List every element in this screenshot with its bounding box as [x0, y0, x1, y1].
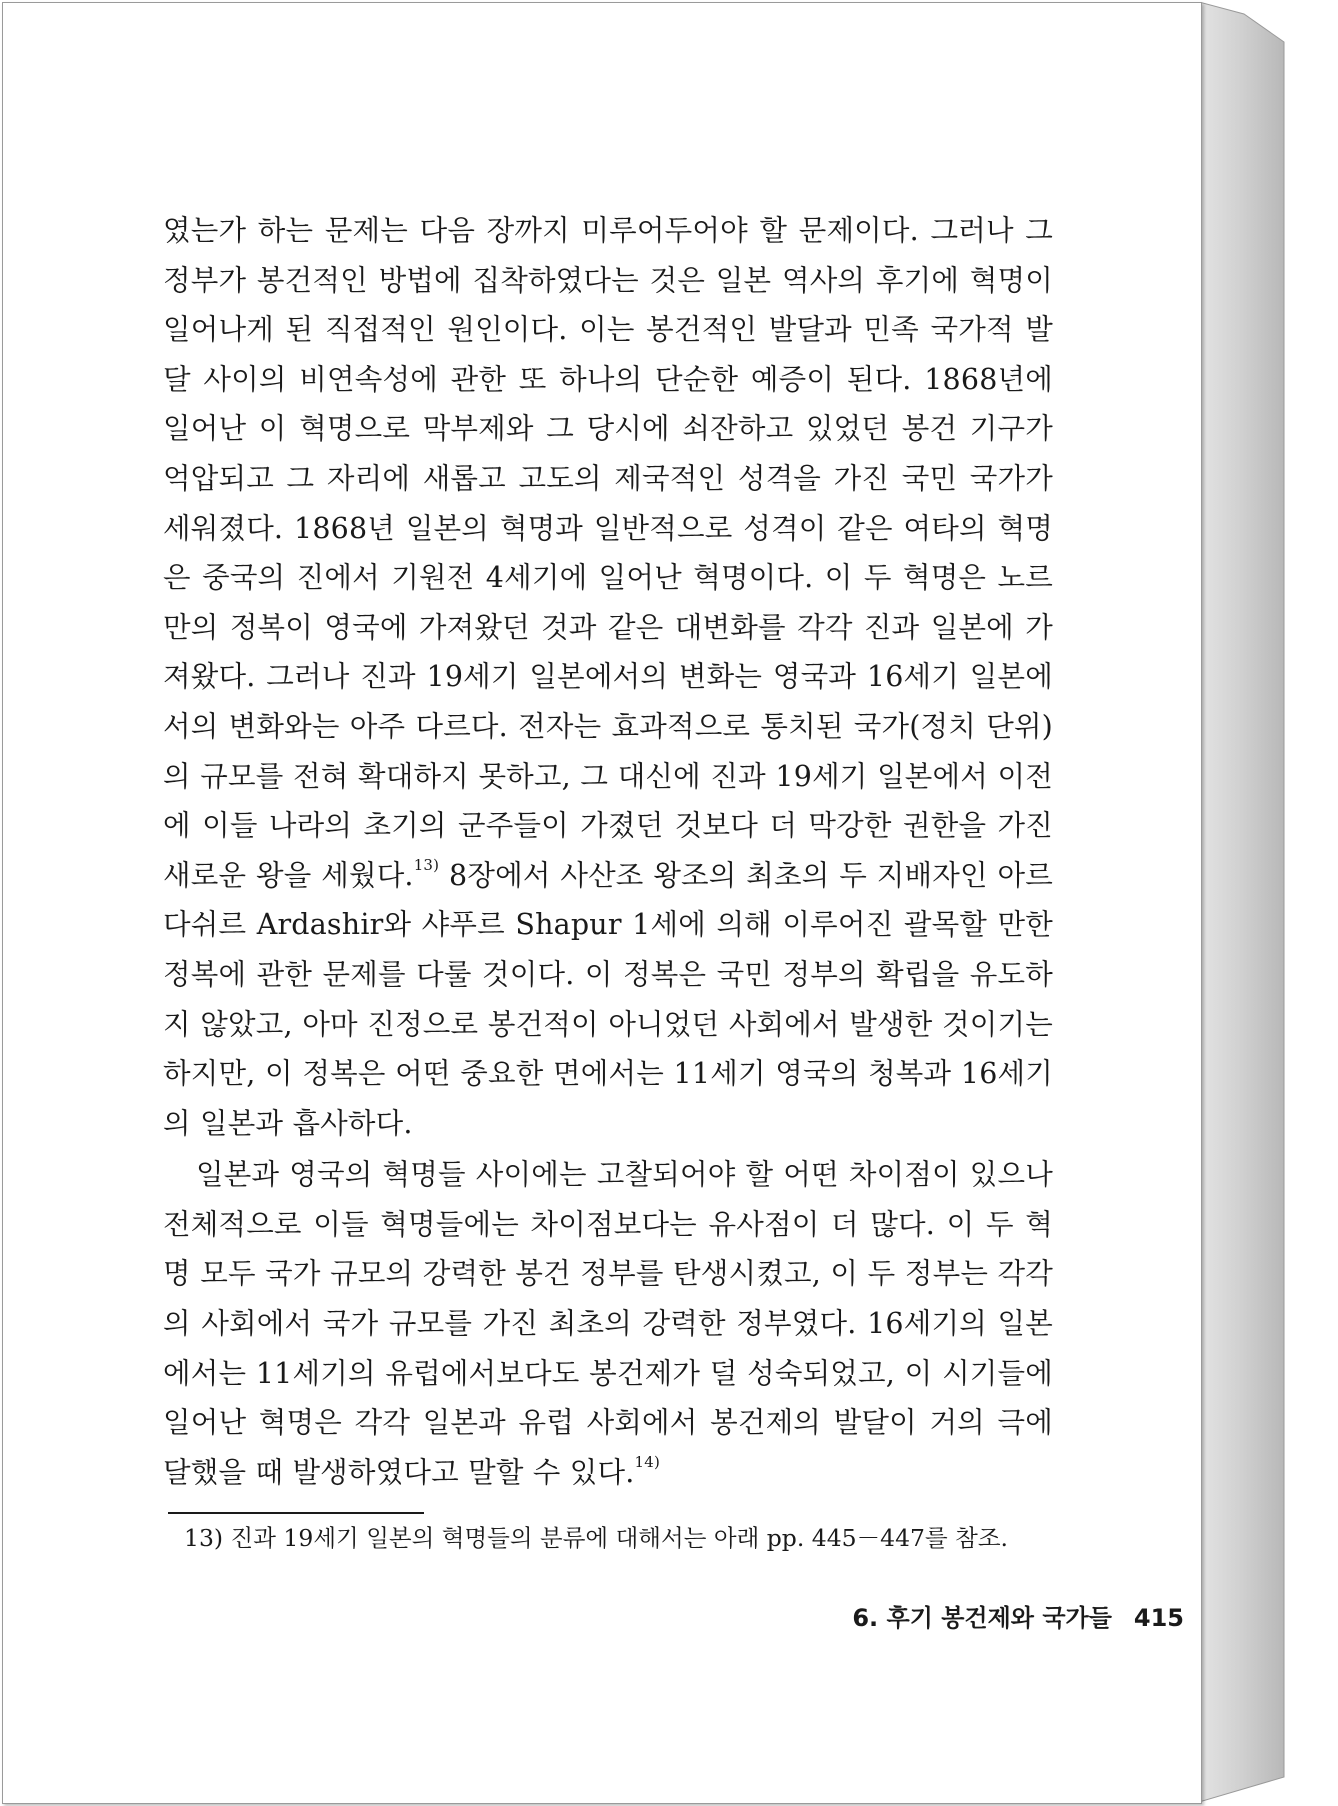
footnote: 13) 진과 19세기 일본의 혁명들의 분류에 대해서는 아래 pp. 445－447를 참조.: [184, 1524, 1009, 1552]
footnote-reference: 13): [413, 856, 440, 875]
page-footer: [852, 1598, 1184, 1633]
paragraph-text: 일본과 영국의 혁명들 사이에는 고찰되어야 할 어떤 차이점이 있으나 전체적으로 이들 혁명들에는 차이점보다는 유사점이 더 많다. 이 두 혁명 모두 국가 규모의 강력한 봉건 정부를 탄생시켰고, 이 두 정부는 각각의 사회에서 국가 규모를 가진 최초의 강력한 정부였다. 16세기의 일본에서는 11세기의 유럽에서보다도 봉건제가 덜 성숙되었고, 이 시기들에 일어난 혁명은 각각 일본과 유럽 사회에서 봉건제의 발달이 거의 극에 달했을 때 발생하였다고 말할 수 있다.: [163, 1158, 1053, 1489]
running-head: 6. 후기 봉건제와 국가들: [852, 1604, 1112, 1632]
body-text: [163, 206, 1053, 1497]
page-edge-shape: [1199, 2, 1289, 1804]
footnote-reference: 14): [634, 1453, 661, 1472]
paragraph-text-continued: 8장에서 사산조 왕조의 최초의 두 지배자인 아르다쉬르 Ardashir와 샤푸르 Shapur 1세에 의해 이루어진 괄목할 만한 정복에 관한 문제를 다룰 것이다. 이 정복은 국민 정부의 확립을 유도하지 않았고, 아마 진정으로 봉건적이 아니었던 사회에서 발생한 것이기는 하지만, 이 정복은 어떤 중요한 면에서는 11세기 영국의 청복과 16세기의 일본과 흡사하다.: [163, 858, 1053, 1140]
page-number: 415: [1133, 1604, 1184, 1632]
paragraph: [163, 1150, 1053, 1497]
footnote-divider: [168, 1512, 424, 1514]
paragraph-text: 였는가 하는 문제는 다음 장까지 미루어두어야 할 문제이다. 그러나 그 정부가 봉건적인 방법에 집착하였다는 것은 일본 역사의 후기에 혁명이 일어나게 된 직접적인 원인이다. 이는 봉건적인 발달과 민족 국가적 발달 사이의 비연속성에 관한 또 하나의 단순한 예증이 된다. 1868년에 일어난 이 혁명으로 막부제와 그 당시에 쇠잔하고 있었던 봉건 기구가 억압되고 그 자리에 새롭고 고도의 제국적인 성격을 가진 국민 국가가 세워졌다. 1868년 일본의 혁명과 일반적으로 성격이 같은 여타의 혁명은 중국의 진에서 기원전 4세기에 일어난 혁명이다. 이 두 혁명은 노르만의 정복이 영국에 가져왔던 것과 같은 대변화를 각각 진과 일본에 가져왔다. 그러나 진과 19세기 일본에서의 변화는 영국과 16세기 일본에서의 변화와는 아주 다르다. 전자는 효과적으로 통치된 국가(정치 단위)의 규모를 전혀 확대하지 못하고, 그 대신에 진과 19세기 일본에서 이전에 이들 나라의 초기의 군주들이 가졌던 것보다 더 막강한 권한을 가진 새로운 왕을 세웠다.: [163, 214, 1053, 892]
paragraph: [163, 206, 1053, 1148]
